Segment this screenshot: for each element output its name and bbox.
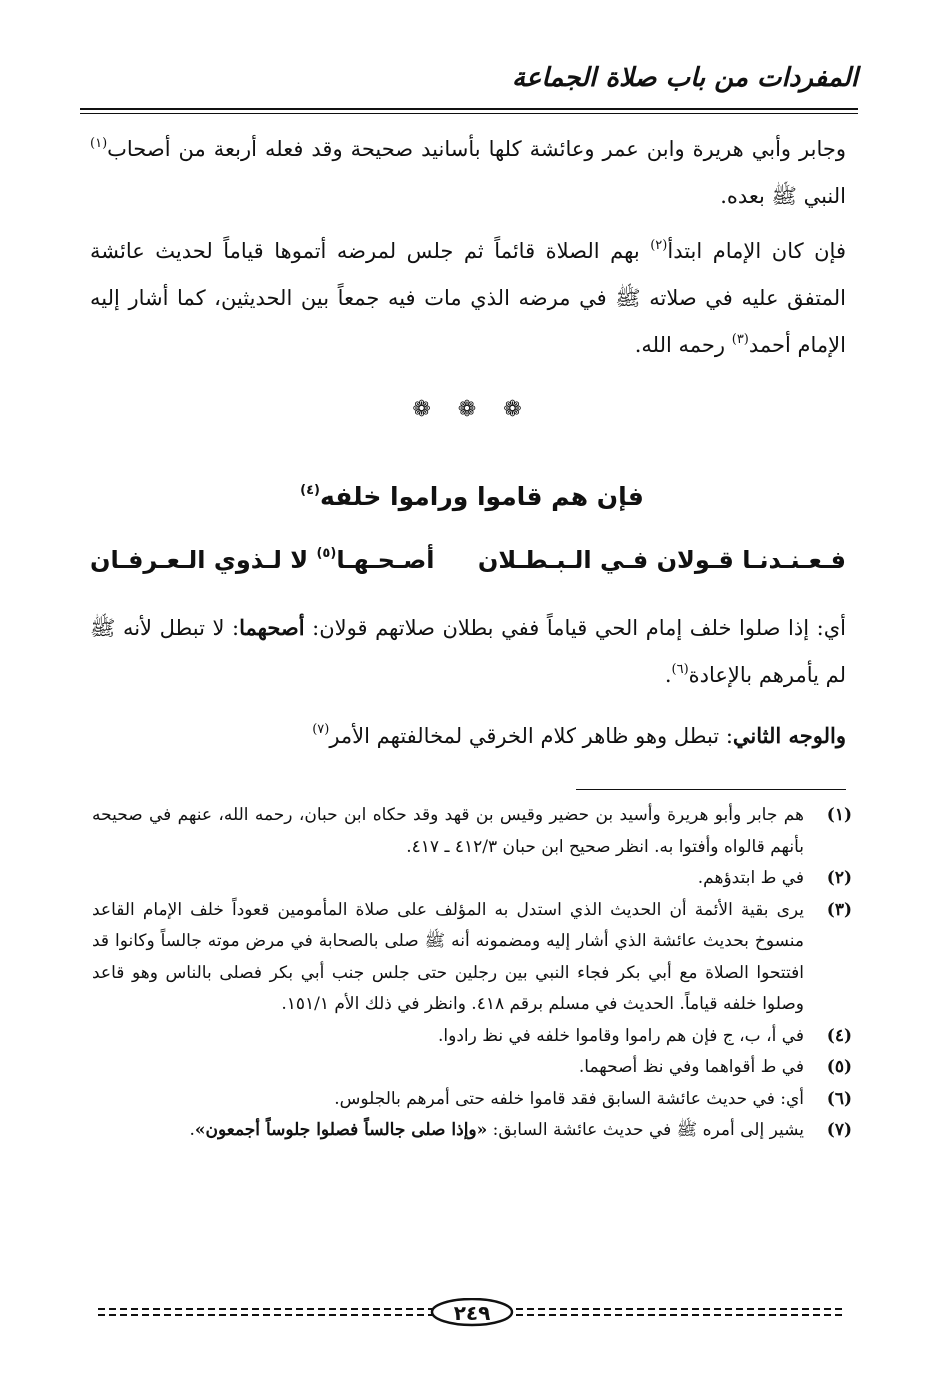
paragraph-text: بهم الصلاة قائماً ثم جلس لمرضه أتموها قياماً لحديث عائشة المتفق عليه في صلاته ﷺ في مرضه الذي مات فيه جمعاً بين الحديثين، كما أشار إليه الإمام أحمد xyxy=(90,239,846,357)
footnote-ref-2[interactable]: (٢) xyxy=(650,238,668,253)
footnote-text: في ط أقواهما وفي نظ أصحهما. xyxy=(578,1057,804,1077)
footnote-item xyxy=(92,1052,852,1084)
footnote-text: . xyxy=(189,1120,195,1140)
footnote-item xyxy=(92,1115,852,1147)
paragraph-text: أي: إذا صلوا خلف إمام الحي قياماً ففي بطلان صلاتهم قولان: xyxy=(304,616,846,640)
footnotes-list xyxy=(92,800,852,1147)
verse-text: أصـحـهـا xyxy=(336,546,435,574)
footnote-text: هم جابر وأبو هريرة وأسيد بن حضير وقيس بن قهد وقد حكاه ابن حبان، رحمه الله، عنهم في صحيحه بأنهم قالواه وأفتوا به. انظر صحيح ابن حبان ٤١٢/٣ ـ ٤١٧. xyxy=(92,805,804,857)
paragraph-text: : تبطل وهو ظاهر كلام الخرقي لمخالفتهم الأمر xyxy=(329,724,733,748)
footnote-ref-6[interactable]: (٦) xyxy=(671,662,689,677)
footnote-number: (٣) xyxy=(826,899,852,920)
footnote-number: (٥) xyxy=(826,1057,852,1077)
footnote-item xyxy=(92,800,852,863)
paragraph-text: رحمه الله. xyxy=(634,333,732,357)
paragraph-3 xyxy=(90,604,846,699)
footnote-text: في أ، ب، ج فإن هم راموا وقاموا خلفه في نظ رادوا. xyxy=(437,1025,804,1046)
footnote-ref-3[interactable]: (٣) xyxy=(731,332,749,347)
footnote-ref-4[interactable]: (٤) xyxy=(300,483,320,498)
paragraph-text: النبي ﷺ بعده. xyxy=(720,184,846,208)
poem-verse xyxy=(90,536,846,584)
paragraph-text: فإن كان الإمام ابتدأ xyxy=(667,239,846,263)
bold-term: والوجه الثاني xyxy=(732,723,846,748)
footnote-item xyxy=(92,895,852,1021)
footnote-item xyxy=(92,1084,852,1116)
header-rule xyxy=(80,108,858,114)
footnote-number: (٤) xyxy=(826,1025,852,1046)
footnote-text: أي: في حديث عائشة السابق فقد قاموا خلفه حتى أمرهم بالجلوس. xyxy=(334,1088,804,1109)
verse-text: لا لـذوي الـعـرفـان xyxy=(90,546,317,574)
section-divider-stars: ❁ ❁ ❁ xyxy=(412,397,532,422)
footnote-ref-5[interactable]: (٥) xyxy=(316,546,337,561)
footnote-item xyxy=(92,1021,852,1053)
paragraph-1 xyxy=(90,126,846,220)
bold-term: أصحهما xyxy=(239,615,305,640)
running-header-title: المفردات من باب صلاة الجماعة xyxy=(511,63,858,93)
paragraph-4 xyxy=(90,712,846,760)
footnote-text: يشير إلى أمره ﷺ في حديث عائشة السابق: xyxy=(487,1120,804,1140)
verse-first-hemistich: فـعـنـدنـا قـولان فـي الـبـطـلان xyxy=(477,546,846,574)
paragraph-text: وجابر وأبي هريرة وابن عمر وعائشة كلها بأسانيد صحيحة وقد فعله أربعة من أصحاب xyxy=(107,137,846,161)
paragraph-2 xyxy=(90,228,846,369)
paragraph-text: . xyxy=(664,663,672,687)
footnote-number: (٢) xyxy=(826,868,852,888)
footnote-ref-7[interactable]: (٧) xyxy=(312,722,330,737)
footnote-quote: «وإذا صلى جالساً فصلوا جلوساً أجمعون» xyxy=(194,1120,488,1140)
section-title xyxy=(0,472,944,522)
footnote-number: (٧) xyxy=(826,1120,852,1140)
footnote-ref-1[interactable]: (١) xyxy=(90,136,108,151)
section-title-text: فإن هم قاموا وراموا خلفه xyxy=(319,482,644,511)
footnote-number: (٦) xyxy=(826,1088,852,1109)
page-footer xyxy=(98,1298,846,1328)
footnote-number: (١) xyxy=(826,805,852,825)
footnote-text: يرى بقية الأئمة أن الحديث الذي استدل به المؤلف على صلاة المأمومين قعوداً خلف الإمام القاعد منسوخ بحديث عائشة الذي أشار إليه ومضمونه أنه ﷺ صلى بالصحابة في مرض موته جالساً وكانوا قد افتتحوا الصلاة مع أبي بكر فجاء النبي بين رجلين حتى جلس جنب أبي بكر فصلى بالناس وهو قاعد وصلوا خلفه قياماً. الحديث في مسلم برقم ٤١٨. وانظر في ذلك الأم ١٥١/١. xyxy=(92,899,804,1014)
paragraph-text: : لا تبطل لأنه ﷺ لم يأمرهم بالإعادة xyxy=(90,616,846,687)
footnote-separator xyxy=(576,789,846,790)
page-number: ٢٤٩ xyxy=(453,1301,491,1325)
footnote-item xyxy=(92,863,852,895)
footnote-text: في ط ابتدؤهم. xyxy=(697,868,804,888)
verse-second-hemistich xyxy=(90,536,435,584)
